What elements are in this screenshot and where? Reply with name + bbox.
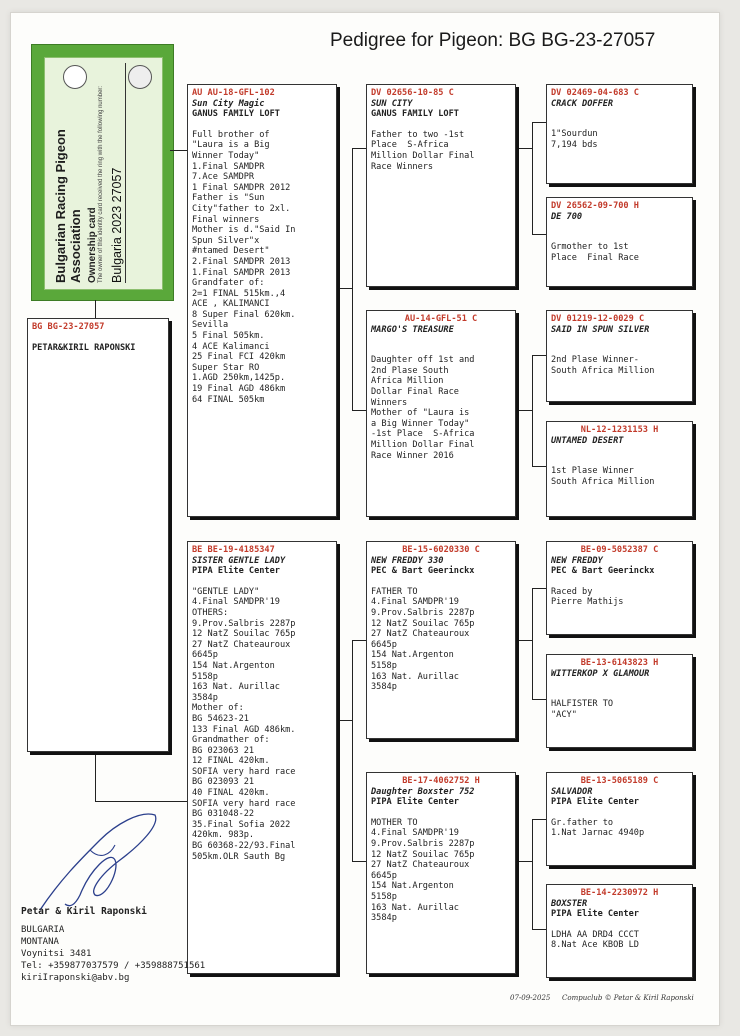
note-line: Sevilla — [192, 320, 229, 331]
ownership-card — [31, 44, 174, 301]
country: BULGARIA — [21, 925, 65, 935]
ownership-card-text — [53, 63, 126, 283]
note-line: 4.Final SAMDPR'19 — [371, 597, 459, 608]
note-line: Race Winner 2016 — [371, 450, 454, 461]
note-line: City"father to 2xl. — [192, 203, 291, 214]
note-line: 420km. 983p. — [192, 830, 255, 841]
ring-number: DV 02469-04-683 C — [551, 88, 639, 98]
note-line: "GENTLE LADY" — [192, 586, 260, 597]
pigeon-name: SUN CITY — [371, 98, 413, 109]
pedigree-notes — [551, 818, 688, 839]
note-line: Place S-Africa — [371, 140, 449, 151]
note-line: Grmother to 1st — [551, 242, 629, 253]
connector-line — [532, 929, 546, 930]
note-line: BG 031048-22 — [192, 809, 255, 820]
note-line: Raced by — [551, 586, 593, 597]
breeder-name: PIPA Elite Center — [192, 566, 280, 577]
note-line: 154 Nat.Argenton — [192, 660, 275, 671]
note-line: 154 Nat.Argenton — [371, 881, 454, 892]
note-line: 5 Final 505km. — [192, 331, 265, 342]
note-line: Pierre Mathijs — [551, 597, 624, 608]
note-line: OTHERS: — [192, 607, 229, 618]
note-line: 8 Super Final 620km. — [192, 309, 296, 320]
email-link[interactable]: kiriIraponski@abv.bg — [21, 973, 130, 983]
pedigree-notes — [371, 355, 511, 461]
dam-dam-card[interactable] — [366, 772, 516, 974]
note-line: BG 023063 21 — [192, 745, 255, 756]
pedigree-notes — [551, 242, 688, 263]
note-line: 3584p — [371, 913, 397, 924]
ancestor-card[interactable] — [546, 772, 693, 866]
note-line: 1 Final SAMDPR 2012 — [192, 182, 291, 193]
note-line: 27 NatZ Chateauroux — [371, 629, 470, 640]
page-title: Pedigree for Pigeon: BG BG-23-27057 — [330, 30, 656, 51]
connector-line — [532, 122, 546, 123]
connector-line — [532, 699, 546, 700]
note-line: 7.Ace SAMDPR — [192, 172, 255, 183]
pedigree-notes — [551, 129, 688, 150]
subject-pigeon-card[interactable] — [27, 318, 169, 752]
note-line: Million Dollar Final — [371, 439, 475, 450]
pigeon-name: NEW FREDDY 330 — [371, 555, 444, 566]
note-line: Mother of: — [192, 703, 244, 714]
note-line: 1.Final SAMDPR — [192, 161, 265, 172]
note-line: 12 NatZ Souilac 765p — [371, 618, 475, 629]
note-line: 12 NatZ Souilac 765p — [192, 629, 296, 640]
note-line: 5158p — [371, 660, 397, 671]
note-line: South Africa Million — [551, 365, 655, 376]
card-title: Ownership card — [87, 207, 98, 283]
pigeon-name: SAID IN SPUN SILVER — [551, 324, 650, 335]
software-credit: Compuclub © Petar & Kiril Raponski — [562, 994, 694, 1002]
note-line: 4 ACE Kalimanci — [192, 341, 270, 352]
note-line: 5158p — [192, 671, 218, 682]
pigeon-emblem-icon — [128, 65, 152, 89]
connector-line — [352, 148, 366, 149]
ring-number: BE BE-19-4185347 — [192, 545, 275, 555]
note-line: 1.Final SAMDPR 2013 — [192, 267, 291, 278]
note-line: SOFIA very hard race — [192, 766, 296, 777]
note-line: a Big Winner Today" — [371, 418, 470, 429]
ancestor-card[interactable] — [546, 654, 693, 748]
pedigree-notes — [551, 930, 688, 951]
connector-line — [352, 410, 366, 411]
note-line: ACE , KALIMANCI — [192, 299, 270, 310]
ancestor-card[interactable] — [546, 541, 693, 635]
pigeon-name: WITTERKOP X GLAMOUR — [551, 668, 650, 679]
note-line: MOTHER TO — [371, 817, 418, 828]
ancestor-card[interactable] — [546, 197, 693, 287]
address: Voynitsi 3481 — [21, 949, 92, 959]
note-line: 4.Final SAMDPR'19 — [371, 828, 459, 839]
note-line: 133 Final AGD 486km. — [192, 724, 296, 735]
connector-line — [516, 148, 532, 149]
note-line: Father to two -1st — [371, 129, 465, 140]
pigeon-name: Sun City Magic — [192, 98, 265, 109]
note-line: Race Winners — [371, 161, 434, 172]
note-line: SOFIA very hard race — [192, 798, 296, 809]
note-line: 12 NatZ Souilac 765p — [371, 849, 475, 860]
note-line: 505km.OLR Sauth Bg — [192, 851, 286, 862]
note-line: 9.Prov.Salbris 2287p — [192, 618, 296, 629]
note-line: 154 Nat.Argenton — [371, 650, 454, 661]
note-line: Winners — [371, 397, 408, 408]
ring-number: BE-13-5065189 C — [580, 776, 659, 786]
note-line: 2=1 FINAL 515km.,4 — [192, 288, 286, 299]
note-line: 27 NatZ Chateauroux — [192, 639, 291, 650]
note-line: 27 NatZ Chateauroux — [371, 860, 470, 871]
ring-number: AU-14-GFL-51 C — [404, 314, 478, 324]
note-line: 4.Final SAMDPR'19 — [192, 597, 280, 608]
note-line: 163 Nat. Aurillac — [371, 671, 459, 682]
ancestor-card[interactable] — [546, 84, 693, 184]
pigeon-name: SALVADOR — [551, 786, 593, 797]
pedigree-notes — [371, 130, 511, 172]
note-line: 1st Plase Winner — [551, 466, 634, 477]
ring-number: DV 26562-09-700 H — [551, 201, 639, 211]
ring-number: BE-13-6143823 H — [580, 658, 659, 668]
note-line: 35.Final Sofia 2022 — [192, 819, 291, 830]
note-line: Africa Million — [371, 376, 444, 387]
handwritten-signature — [20, 800, 170, 920]
note-line: Mother of "Laura is — [371, 408, 470, 419]
note-line: Father is "Sun — [192, 193, 265, 204]
pedigree-notes — [192, 587, 332, 862]
note-line: 2nd Plase South — [371, 365, 449, 376]
ring-number: NL-12-1231153 H — [580, 425, 659, 435]
pedigree-notes — [551, 699, 688, 720]
ring-number: DV 01219-12-0029 C — [551, 314, 645, 324]
ancestor-card[interactable] — [546, 310, 693, 402]
breeder-name: PIPA Elite Center — [551, 797, 639, 808]
pigeon-name: UNTAMED DESERT — [551, 435, 624, 446]
sire-card[interactable] — [187, 84, 337, 517]
breeder-name: GANUS FAMILY LOFT — [192, 109, 280, 120]
note-line: 2nd Plase Winner- — [551, 355, 639, 366]
note-line: 5158p — [371, 891, 397, 902]
connector-line — [352, 148, 353, 411]
sire-sire-card[interactable] — [366, 84, 516, 287]
pedigree-notes — [551, 355, 688, 376]
pedigree-notes — [551, 587, 688, 608]
note-line: Final winners — [192, 214, 260, 225]
note-line: -1st Place S-Africa — [371, 429, 475, 440]
owner-name: PETAR&KIRIL RAPONSKI — [32, 342, 136, 353]
connector-line — [95, 300, 96, 319]
note-line: 40 FINAL 420km. — [192, 788, 270, 799]
pigeon-name: DE 700 — [551, 211, 583, 222]
note-line: 3584p — [192, 692, 218, 703]
note-line: Million Dollar Final — [371, 150, 475, 161]
note-line: LDHA AA DRD4 CCCT — [551, 929, 639, 940]
ring-number: BE-14-2230972 H — [580, 888, 659, 898]
connector-line — [532, 819, 546, 820]
note-line: Grandfater of: — [192, 278, 265, 289]
breeder-name: GANUS FAMILY LOFT — [371, 109, 459, 120]
note-line: Super Star RO — [192, 362, 260, 373]
note-line: BG 60368-22/93.Final — [192, 841, 296, 852]
ring-number: BE-17-4062752 H — [402, 776, 480, 786]
ring-number: AU AU-18-GFL-102 — [192, 88, 275, 98]
note-line: "ACY" — [551, 709, 577, 720]
note-line: 9.Prov.Salbris 2287p — [371, 838, 475, 849]
note-line: 6645p — [371, 870, 397, 881]
pedigree-notes — [371, 818, 511, 924]
breeder-name: PEC & Bart Geerinckx — [551, 566, 655, 577]
pedigree-notes — [551, 466, 688, 487]
note-line: Spun Silver"x — [192, 235, 260, 246]
connector-line — [337, 288, 352, 289]
note-line: 9.Prov.Salbris 2287p — [371, 607, 475, 618]
connector-line — [532, 588, 533, 700]
note-line: 6645p — [192, 650, 218, 661]
connector-line — [532, 466, 546, 467]
connector-line — [532, 355, 533, 467]
breeder-name: PEC & Bart Geerinckx — [371, 566, 475, 577]
note-line: HALFISTER TO — [551, 699, 614, 710]
note-line: Grandmather of: — [192, 735, 270, 746]
note-line: Dollar Final Race — [371, 386, 459, 397]
note-line: Mother is d."Said In — [192, 225, 296, 236]
note-line: 6645p — [371, 639, 397, 650]
note-line: BG 023093 21 — [192, 777, 255, 788]
connector-line — [532, 122, 533, 235]
note-line: 64 FINAL 505km — [192, 394, 265, 405]
note-line: Winner Today" — [192, 150, 260, 161]
note-line: 25 Final FCI 420km — [192, 352, 286, 363]
connector-line — [532, 819, 533, 930]
note-line: 2.Final SAMDPR 2013 — [192, 256, 291, 267]
pigeon-name: Daughter Boxster 752 — [371, 786, 475, 797]
connector-line — [352, 861, 366, 862]
connector-line — [352, 640, 366, 641]
note-line: Place Final Race — [551, 252, 639, 263]
note-line: 1.Nat Jarnac 4940p — [551, 828, 645, 839]
note-line: "Laura is a Big — [192, 140, 270, 151]
pigeon-name: SISTER GENTLE LADY — [192, 555, 286, 566]
note-line: BG 54623-21 — [192, 713, 249, 724]
connector-line — [532, 588, 546, 589]
phone: Tel: +359877037579 / +359888751561 — [21, 961, 206, 971]
ring-number: DV 02656-10-85 C — [371, 88, 454, 98]
pigeon-name: BOXSTER — [551, 898, 588, 909]
card-ring-number: Bulgaria 2023 27057 — [110, 63, 126, 283]
connector-line — [352, 640, 353, 862]
breeder-contact — [21, 906, 205, 984]
note-line: 1"Sourdun — [551, 129, 598, 140]
breeder-name: Petar & Kiril Raponski — [21, 906, 147, 917]
ownership-card-inner — [44, 57, 163, 290]
ring-number: BE-09-5052387 C — [580, 545, 659, 555]
note-line: 163 Nat. Aurillac — [371, 902, 459, 913]
note-line: #ntamed Desert" — [192, 246, 270, 257]
note-line: 8.Nat Ace KBOB LD — [551, 940, 639, 951]
print-date: 07-09-2025 — [510, 994, 551, 1002]
note-line: 19 Final AGD 486km — [192, 384, 286, 395]
card-description: The owner of this identity card received the ring with the following number: — [98, 85, 104, 283]
dam-sire-card[interactable] — [366, 541, 516, 739]
note-line: 163 Nat. Aurillac — [192, 682, 280, 693]
breeder-name: PIPA Elite Center — [371, 797, 459, 808]
ancestor-card[interactable] — [546, 421, 693, 517]
note-line: Daughter off 1st and — [371, 355, 475, 366]
note-line: 7,194 bds — [551, 139, 598, 150]
pedigree-notes — [192, 130, 332, 405]
ancestor-card[interactable] — [546, 884, 693, 978]
dam-card[interactable] — [187, 541, 337, 974]
pedigree-notes — [371, 587, 511, 693]
note-line: Gr.father to — [551, 817, 614, 828]
note-line: 1.AGD 250km,1425p. — [192, 373, 286, 384]
connector-line — [516, 410, 532, 411]
connector-line — [532, 234, 546, 235]
note-line: 3584p — [371, 682, 397, 693]
note-line: Full brother of — [192, 129, 270, 140]
connector-line — [516, 861, 532, 862]
connector-line — [532, 355, 546, 356]
note-line: 12 FINAL 420km. — [192, 756, 270, 767]
connector-line — [516, 640, 532, 641]
note-line: FATHER TO — [371, 586, 418, 597]
association-name: Bulgarian Racing Pigeon Association — [53, 129, 83, 283]
connector-line — [95, 752, 96, 802]
sire-dam-card[interactable] — [366, 310, 516, 517]
pigeon-name: NEW FREDDY — [551, 555, 603, 566]
breeder-name: PIPA Elite Center — [551, 909, 639, 920]
ring-number: BG BG-23-27057 — [32, 322, 105, 332]
note-line: South Africa Million — [551, 476, 655, 487]
region: MONTANA — [21, 937, 59, 947]
connector-line — [170, 150, 188, 151]
connector-line — [337, 720, 352, 721]
pigeon-name: CRACK DOFFER — [551, 98, 614, 109]
ring-number: BE-15-6020330 C — [402, 545, 480, 555]
pigeon-name: MARGO'S TREASURE — [371, 324, 454, 335]
